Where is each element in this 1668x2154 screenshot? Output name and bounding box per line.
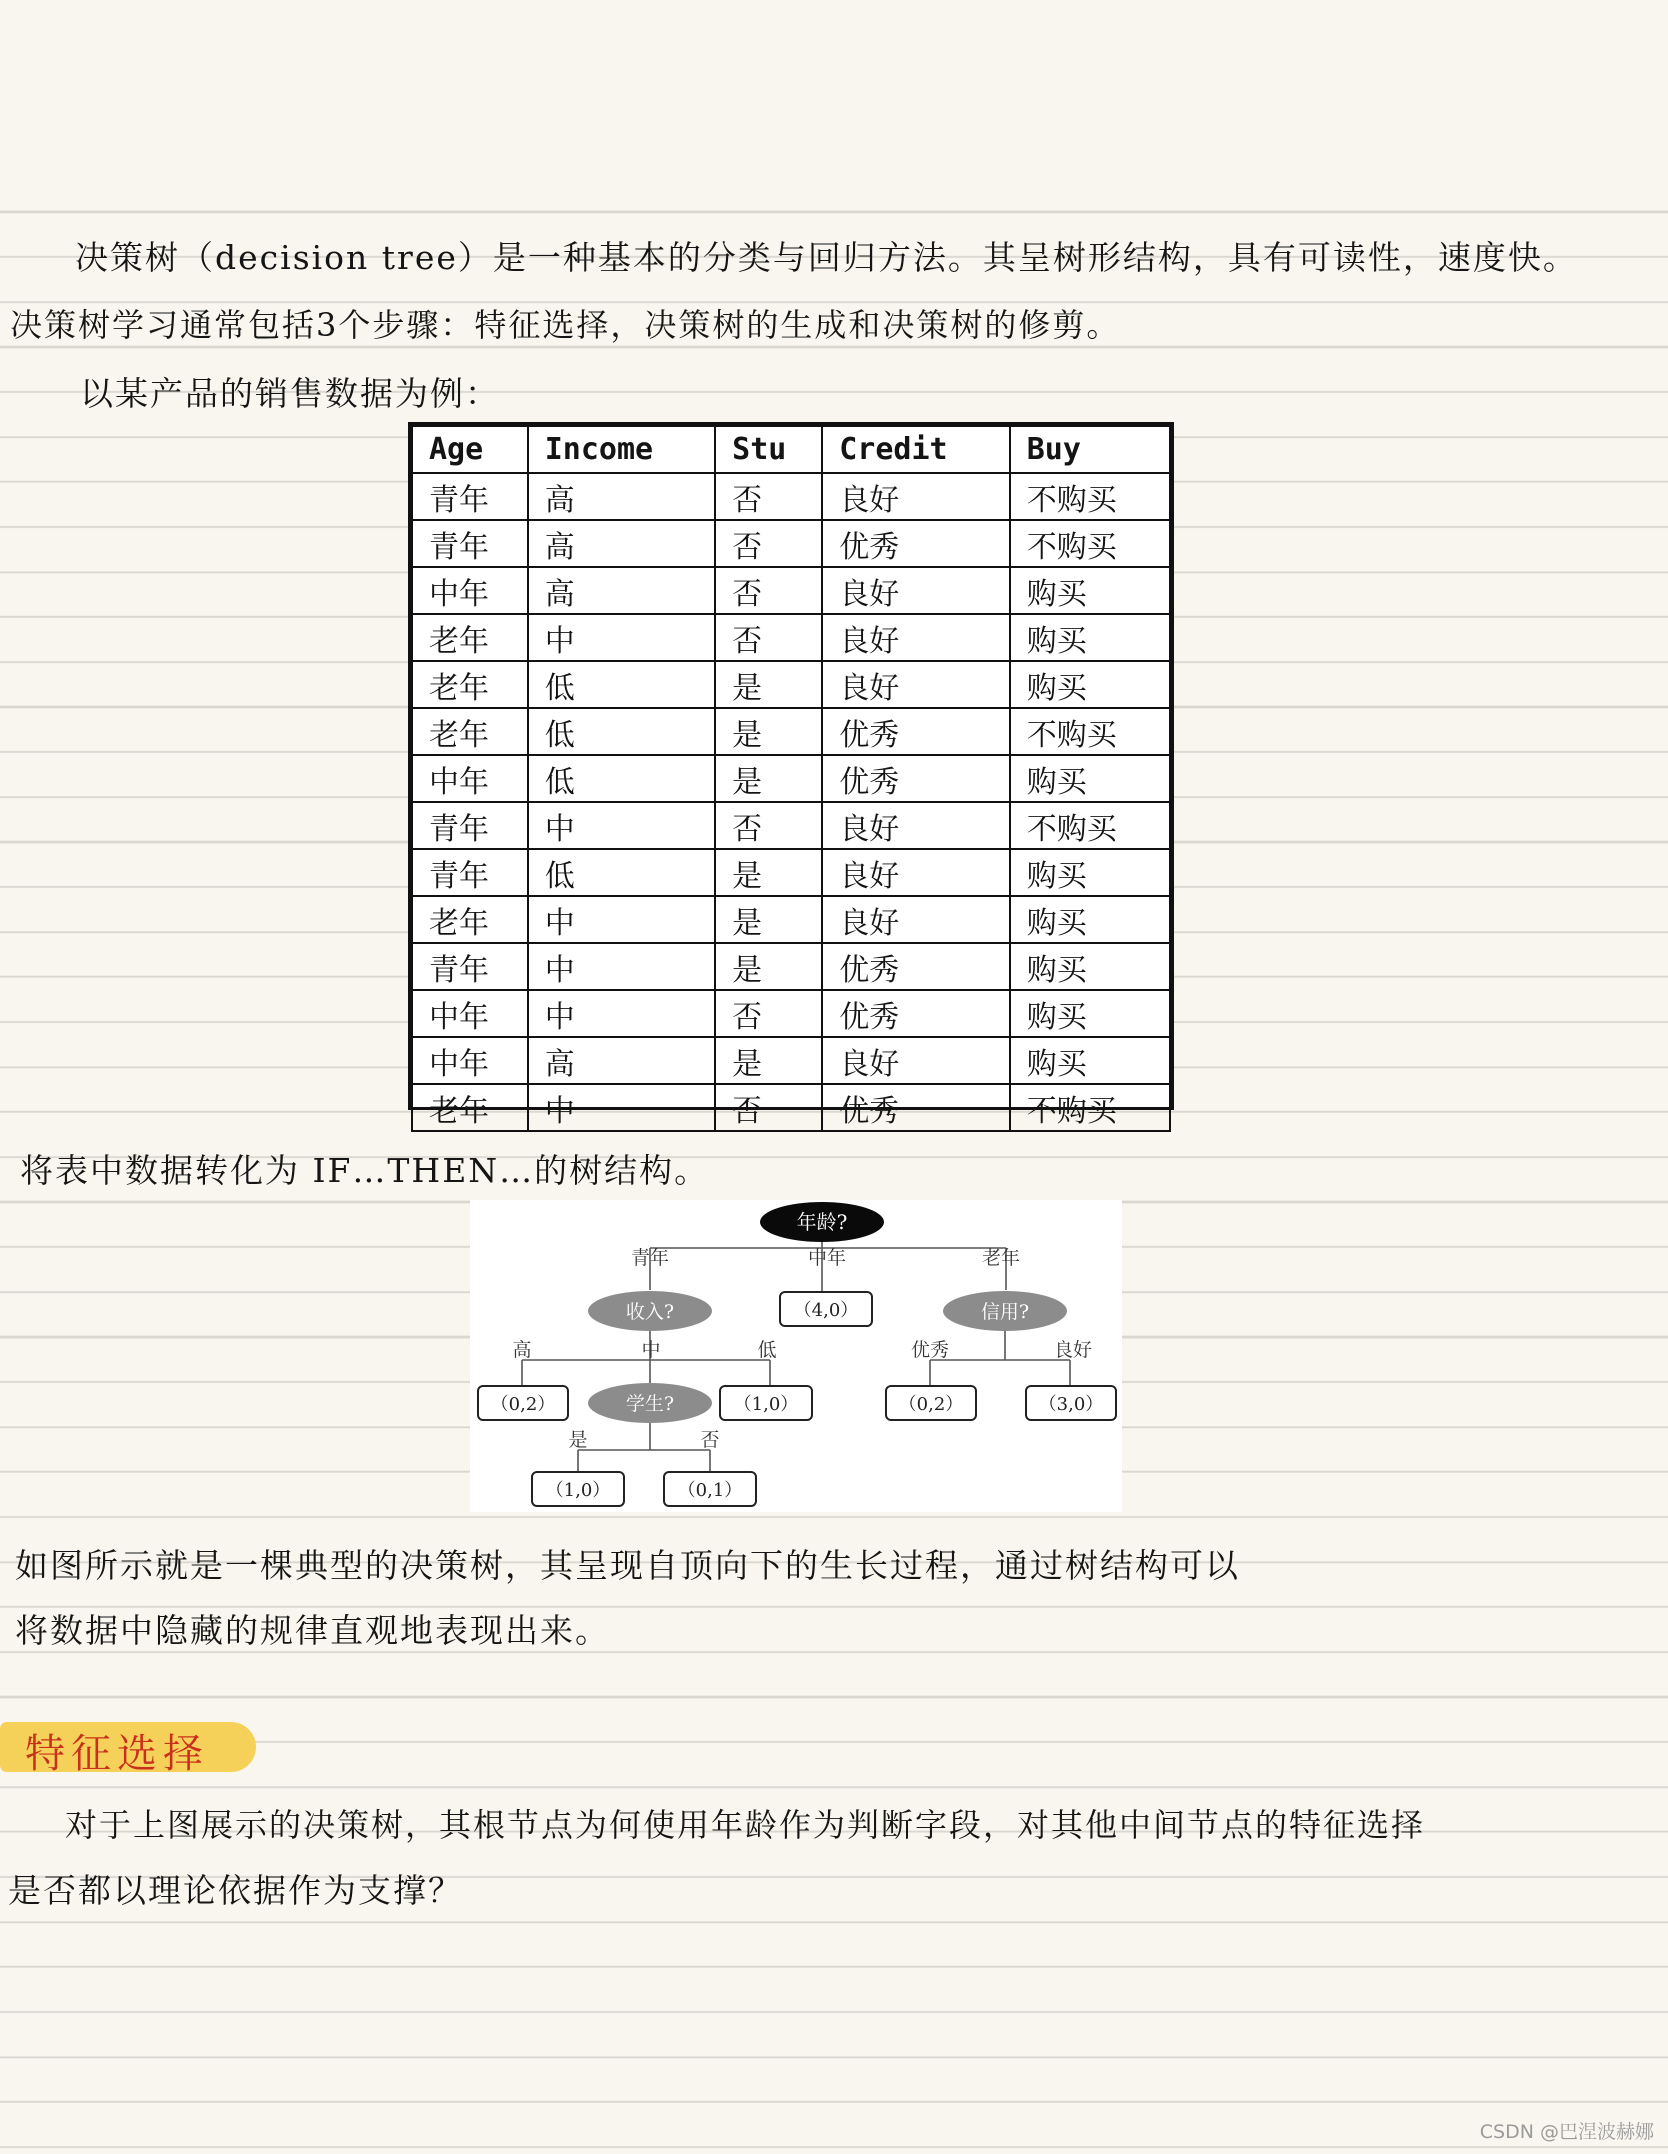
table-cell: 中年 [412, 567, 528, 614]
header-age: Age [412, 426, 528, 473]
feature-question-line-2: 是否都以理论依据作为支撑？ [8, 1871, 463, 1910]
credit-good-label: 良好 [1053, 1339, 1093, 1361]
table-cell: 中 [528, 1084, 715, 1131]
table-row [412, 661, 1170, 708]
table-cell: 不购买 [1010, 520, 1170, 567]
branch-young-label: 青年 [630, 1247, 670, 1269]
table-cell: 是 [715, 1037, 822, 1084]
root-label: 年龄? [796, 1210, 848, 1234]
table-cell: 是 [715, 661, 822, 708]
tree-explanation-line-2: 将数据中隐藏的规律直观地表现出来。 [15, 1611, 610, 1650]
student-no-label: 否 [700, 1429, 720, 1451]
leaf-student-no-label: （0,1） [677, 1480, 743, 1501]
student-node-label: 学生? [625, 1393, 675, 1415]
leaf-income-low-label: （1,0） [733, 1394, 799, 1415]
table-cell: 购买 [1010, 567, 1170, 614]
table-cell: 不购买 [1010, 1084, 1170, 1131]
table-cell: 是 [715, 708, 822, 755]
table-cell: 高 [528, 473, 715, 520]
table-cell: 良好 [822, 802, 1009, 849]
table-cell: 良好 [822, 473, 1009, 520]
table-row [412, 520, 1170, 567]
tree-edges [522, 1238, 1070, 1472]
table-header-row [412, 426, 1170, 473]
income-high-label: 高 [512, 1339, 532, 1361]
table-row [412, 943, 1170, 990]
table-cell: 良好 [822, 661, 1009, 708]
table-cell: 否 [715, 802, 822, 849]
table-cell: 老年 [412, 1084, 528, 1131]
table-cell: 购买 [1010, 896, 1170, 943]
table-cell: 青年 [412, 473, 528, 520]
table-row [412, 473, 1170, 520]
table-cell: 青年 [412, 520, 528, 567]
table-cell: 低 [528, 661, 715, 708]
tree-explanation-line-1: 如图所示就是一棵典型的决策树，其呈现自顶向下的生长过程，通过树结构可以 [15, 1546, 1240, 1585]
table-cell: 购买 [1010, 1037, 1170, 1084]
table-cell: 否 [715, 473, 822, 520]
table-cell: 中 [528, 896, 715, 943]
table-row [412, 567, 1170, 614]
table-cell: 购买 [1010, 990, 1170, 1037]
table-cell: 低 [528, 708, 715, 755]
table-cell: 中 [528, 802, 715, 849]
table-cell: 良好 [822, 614, 1009, 661]
leaf-credit-good-label: （3,0） [1038, 1394, 1104, 1415]
header-buy: Buy [1010, 426, 1170, 473]
table-cell: 高 [528, 1037, 715, 1084]
branch-middle-label: 中年 [807, 1247, 847, 1269]
table-cell: 中 [528, 943, 715, 990]
student-yes-label: 是 [568, 1429, 588, 1451]
leaf-credit-excellent-label: （0,2） [898, 1394, 964, 1415]
feature-question-line-1: 对于上图展示的决策树，其根节点为何使用年龄作为判断字段，对其他中间节点的特征选择 [65, 1806, 1426, 1844]
table-row [412, 990, 1170, 1037]
table-cell: 老年 [412, 896, 528, 943]
leaf-middle-label: （4,0） [793, 1300, 859, 1321]
table-cell: 是 [715, 755, 822, 802]
leaf-student-yes-label: （1,0） [545, 1480, 611, 1501]
credit-excellent-label: 优秀 [910, 1339, 950, 1361]
table-row [412, 896, 1170, 943]
table-cell: 高 [528, 520, 715, 567]
table-cell: 良好 [822, 849, 1009, 896]
table-cell: 低 [528, 755, 715, 802]
table-cell: 不购买 [1010, 473, 1170, 520]
income-node-label: 收入? [625, 1301, 675, 1323]
table-cell: 优秀 [822, 943, 1009, 990]
table-cell: 中 [528, 614, 715, 661]
table-cell: 否 [715, 567, 822, 614]
intro-paragraph-line-1: 决策树（decision tree）是一种基本的分类与回归方法。其呈树形结构，具有可读性，速度快。 [75, 238, 1578, 277]
table-cell: 中年 [412, 755, 528, 802]
table-row [412, 755, 1170, 802]
watermark: CSDN @巴涅波赫娜 [1479, 2121, 1654, 2143]
table-cell: 青年 [412, 943, 528, 990]
table-cell: 青年 [412, 802, 528, 849]
table-cell: 老年 [412, 614, 528, 661]
example-intro-line: 以某产品的销售数据为例： [80, 374, 500, 413]
table-row [412, 614, 1170, 661]
table-row [412, 1037, 1170, 1084]
table-cell: 青年 [412, 849, 528, 896]
table-cell: 高 [528, 567, 715, 614]
table-cell: 良好 [822, 567, 1009, 614]
table-cell: 优秀 [822, 990, 1009, 1037]
table-cell: 老年 [412, 708, 528, 755]
table-row [412, 708, 1170, 755]
header-credit: Credit [822, 426, 1009, 473]
table-cell: 是 [715, 896, 822, 943]
table-cell: 是 [715, 943, 822, 990]
page-top-margin [0, 0, 1668, 205]
table-cell: 优秀 [822, 520, 1009, 567]
table-cell: 优秀 [822, 1084, 1009, 1131]
table-cell: 不购买 [1010, 802, 1170, 849]
convert-to-tree-line: 将表中数据转化为 IF…THEN…的树结构。 [20, 1151, 710, 1190]
table-cell: 是 [715, 849, 822, 896]
table-cell: 中年 [412, 1037, 528, 1084]
income-mid-label: 中 [641, 1339, 661, 1361]
section-heading: 特征选择 [25, 1731, 209, 1777]
intro-paragraph-line-2: 决策树学习通常包括3个步骤：特征选择，决策树的生成和决策树的修剪。 [10, 306, 1121, 344]
credit-node-label: 信用? [980, 1301, 1030, 1323]
table-cell: 购买 [1010, 943, 1170, 990]
table-cell: 否 [715, 614, 822, 661]
table-cell: 否 [715, 520, 822, 567]
table-cell: 购买 [1010, 755, 1170, 802]
decision-tree-diagram [470, 1200, 1122, 1512]
table-cell: 否 [715, 1084, 822, 1131]
table-cell: 购买 [1010, 661, 1170, 708]
table-cell: 中 [528, 990, 715, 1037]
table-cell: 良好 [822, 896, 1009, 943]
branch-old-label: 老年 [981, 1247, 1021, 1269]
header-stu: Stu [715, 426, 822, 473]
table-cell: 不购买 [1010, 708, 1170, 755]
table-cell: 中年 [412, 990, 528, 1037]
table-cell: 优秀 [822, 708, 1009, 755]
sales-data-table [408, 422, 1174, 1129]
table-row [412, 802, 1170, 849]
header-income: Income [528, 426, 715, 473]
table-cell: 良好 [822, 1037, 1009, 1084]
table-cell: 购买 [1010, 849, 1170, 896]
income-low-label: 低 [757, 1339, 777, 1361]
table-cell: 老年 [412, 661, 528, 708]
table-cell: 否 [715, 990, 822, 1037]
table-row [412, 849, 1170, 896]
leaf-income-high-label: （0,2） [490, 1394, 556, 1415]
table-cell: 优秀 [822, 755, 1009, 802]
table-cell: 低 [528, 849, 715, 896]
table-cell: 购买 [1010, 614, 1170, 661]
table-row [412, 1084, 1170, 1131]
